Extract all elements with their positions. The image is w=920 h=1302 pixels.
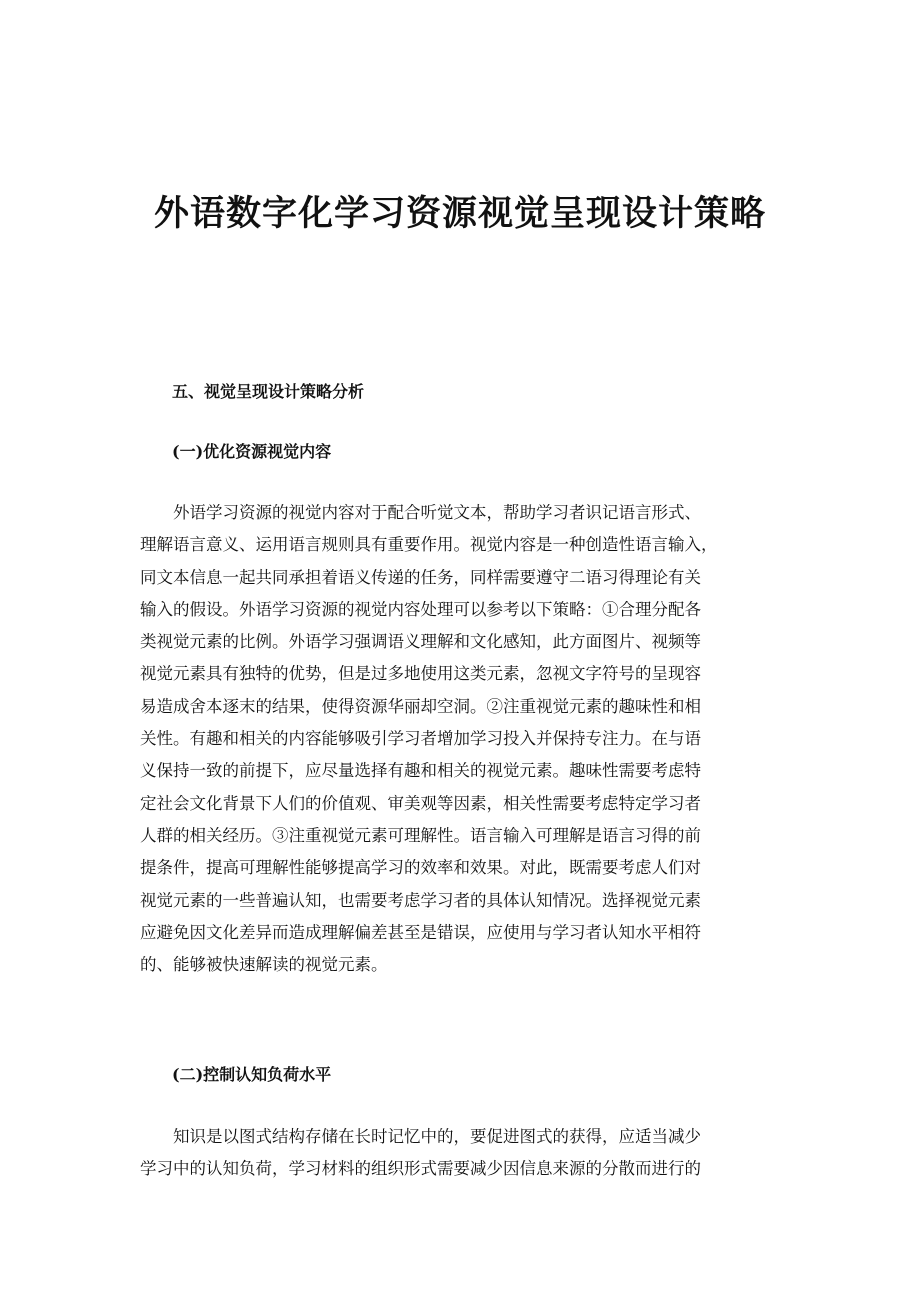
paragraph-line: 应避免因文化差异而造成理解偏差甚至是错误，应使用与学习者认知水平相符: [140, 922, 701, 942]
subsection-2-paragraph: [140, 1121, 780, 1186]
section-heading: 五、视觉呈现设计策略分析: [172, 382, 365, 401]
subsection-1-paragraph: [140, 497, 780, 981]
paragraph-line: 知识是以图式结构存储在长时记忆中的，要促进图式的获得，应适当减少: [173, 1127, 701, 1146]
paragraph-line: 视觉元素的一些普遍认知，也需要考虑学习者的具体认知情况。选择视觉元素: [140, 890, 701, 910]
paragraph-line: 类视觉元素的比例。外语学习强调语义理解和文化感知，此方面图片、视频等: [140, 632, 701, 652]
paragraph-line: 视觉元素具有独特的优势，但是过多地使用这类元素，忽视文字符号的呈现容: [140, 664, 701, 684]
paragraph-line: 输入的假设。外语学习资源的视觉内容处理可以参考以下策略：①合理分配各: [140, 599, 701, 619]
paragraph-line: 外语学习资源的视觉内容对于配合听觉文本，帮助学习者识记语言形式、: [173, 503, 701, 522]
paragraph-line: 关性。有趣和相关的内容能够吸引学习者增加学习投入并保持专注力。在与语: [140, 729, 701, 749]
paragraph-line: 定社会文化背景下人们的价值观、审美观等因素，相关性需要考虑特定学习者: [140, 793, 701, 813]
paragraph-line: 易造成舍本逐末的结果，使得资源华丽却空洞。②注重视觉元素的趣味性和相: [140, 696, 701, 716]
paragraph-line: 学习中的认知负荷，学习材料的组织形式需要减少因信息来源的分散而进行的: [140, 1159, 701, 1179]
document-title: 外语数字化学习资源视觉呈现设计策略: [153, 193, 766, 234]
subsection-1-heading: (一)优化资源视觉内容: [172, 442, 332, 461]
paragraph-line: 义保持一致的前提下，应尽量选择有趣和相关的视觉元素。趣味性需要考虑特: [140, 761, 701, 781]
subsection-2-heading: (二)控制认知负荷水平: [172, 1065, 332, 1084]
paragraph-line: 的、能够被快速解读的视觉元素。: [140, 955, 388, 975]
paragraph-line: 提条件，提高可理解性能够提高学习的效率和效果。对此，既需要考虑人们对: [140, 858, 701, 878]
paragraph-line: 同文本信息一起共同承担着语义传递的任务，同样需要遵守二语习得理论有关: [140, 567, 701, 587]
paragraph-line: 理解语言意义、运用语言规则具有重要作用。视觉内容是一种创造性语言输入，: [140, 535, 718, 555]
paragraph-line: 人群的相关经历。③注重视觉元素可理解性。语言输入可理解是语言习得的前: [140, 825, 701, 845]
